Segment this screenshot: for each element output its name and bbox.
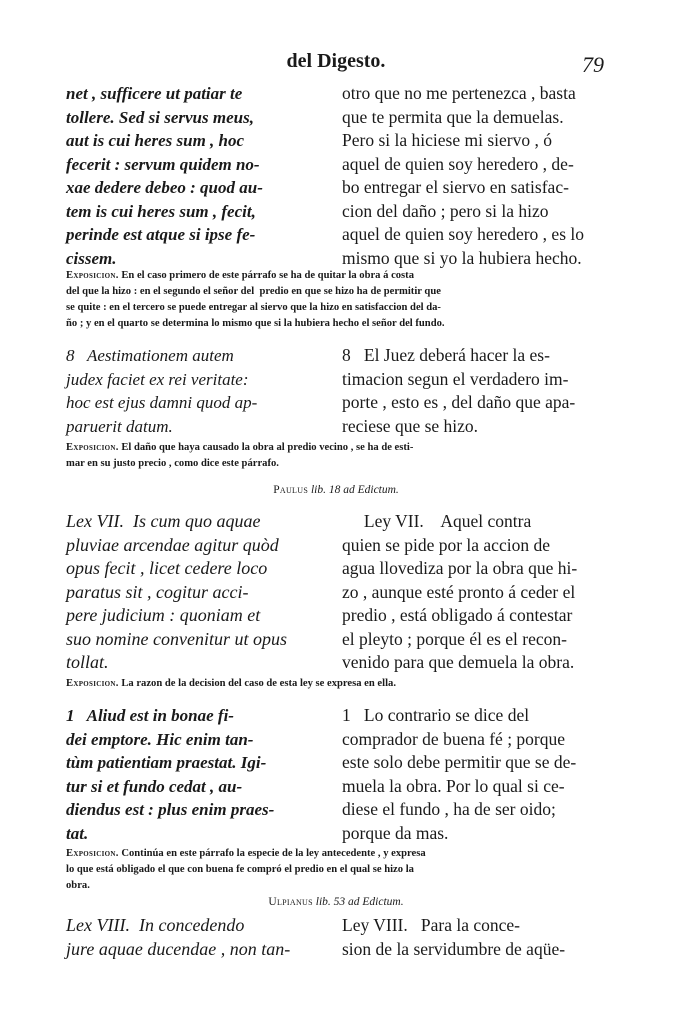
source-reference: lib. 18 ad Edictum. — [310, 484, 399, 496]
running-title: del Digesto. — [286, 50, 386, 72]
source-citation — [66, 896, 606, 908]
paragraph-block-4 — [66, 704, 606, 846]
exposicion-label: Exposicion. — [66, 848, 119, 859]
lex-block-7 — [66, 510, 606, 676]
spanish-column: 8 El Juez deberá hacer la es- timacion segun el verdadero im- porte , esto es , del daño que apa- reciese que se hizo. — [342, 345, 576, 436]
source-author: Ulpianus — [268, 896, 313, 908]
spanish-column: 1 Lo contrario se dice del comprador de buena fé ; porque este solo debe permitir que se de- muela la obra. Por lo qual si ce- diese el fundo , ha de ser oido; porque da mas. — [342, 705, 577, 843]
page-number: 79 — [582, 52, 604, 77]
exposicion-note — [66, 846, 606, 894]
latin-column: net , sufficere ut patiar te tollere. Sed si servus meus, aut is cui heres sum , hoc fecerit : servum quidem no- xae dedere debeo : quod au- tem is cui heres sum , fecit, perinde est atque si ipse fe- cissem. — [66, 84, 263, 268]
spanish-column: Ley VIII. Para la conce- sion de la servidumbre de aqüe- — [342, 915, 566, 959]
exposicion-text: La razon de la decision del caso de esta ley se expresa en ella. — [118, 678, 396, 689]
source-reference: lib. 53 ad Edictum. — [315, 896, 404, 908]
exposicion-text: El daño que haya causado la obra al predio vecino , se ha de esti- mar en su justo precio , como dice este párrafo. — [66, 442, 414, 469]
exposicion-label: Exposicion. — [66, 678, 119, 689]
paragraph-block-1 — [66, 82, 606, 272]
exposicion-label: Exposicion. — [66, 270, 119, 281]
exposicion-text: En el caso primero de este párrafo se ha de quitar la obra á costa del que la hizo : en el segundo el señor del predio en que se hizo ha de permitir que se quite : en el tercero se puede entregar al siervo que la hizo en satisfaccion del da- ño ; y en el quarto se determina lo mismo que si la hubiera hecho el señor del fundo. — [66, 270, 445, 329]
source-author: Paulus — [273, 484, 309, 496]
latin-column: 8 Aestimationem autem judex faciet ex rei veritate: hoc est ejus damni quod ap- paruerit datum. — [66, 346, 258, 436]
latin-column: Lex VIII. In concedendo jure aquae ducendae , non tan- — [66, 915, 291, 959]
spanish-column: Ley VII. Aquel contra quien se pide por la accion de agua llovediza por la obra que hi- zo , aunque esté pronto á ceder el predio , está obligado á contestar el pleyto ; porque él es el recon- venido para que demuela la obra. — [342, 511, 578, 672]
latin-column: 1 Aliud est in bonae fi- dei emptore. Hic enim tan- tùm patientiam praestat. Igi- tur si et fundo cedat , au- diendus est : plus enim praes- tat. — [66, 706, 275, 843]
exposicion-label: Exposicion. — [66, 442, 119, 453]
latin-column: Lex VII. Is cum quo aquae pluviae arcendae agitur quòd opus fecit , licet cedere loco paratus sit , cogitur acci- pere judicium : quoniam et suo nomine convenitur ut opus tollat. — [66, 511, 287, 672]
exposicion-note — [66, 676, 606, 692]
exposicion-text: Continúa en este párrafo la especie de la ley antecedente , y expresa lo que está obligado el que con buena fe compró el predio en el qual se hizo la obra. — [66, 848, 426, 891]
paragraph-block-2 — [66, 344, 606, 440]
page-header — [66, 48, 606, 82]
exposicion-note — [66, 440, 606, 472]
spanish-column: otro que no me pertenezca , basta que te permita que la demuelas. Pero si la hiciese mi siervo , ó aquel de quien soy heredero , de- bo entregar el siervo en satisfac- cion del daño ; pero si la hizo aquel de quien soy heredero , es lo mismo que si yo la hubiera hecho. — [342, 83, 585, 268]
exposicion-note — [66, 268, 606, 332]
lex-block-8 — [66, 914, 606, 964]
source-citation — [66, 484, 606, 496]
